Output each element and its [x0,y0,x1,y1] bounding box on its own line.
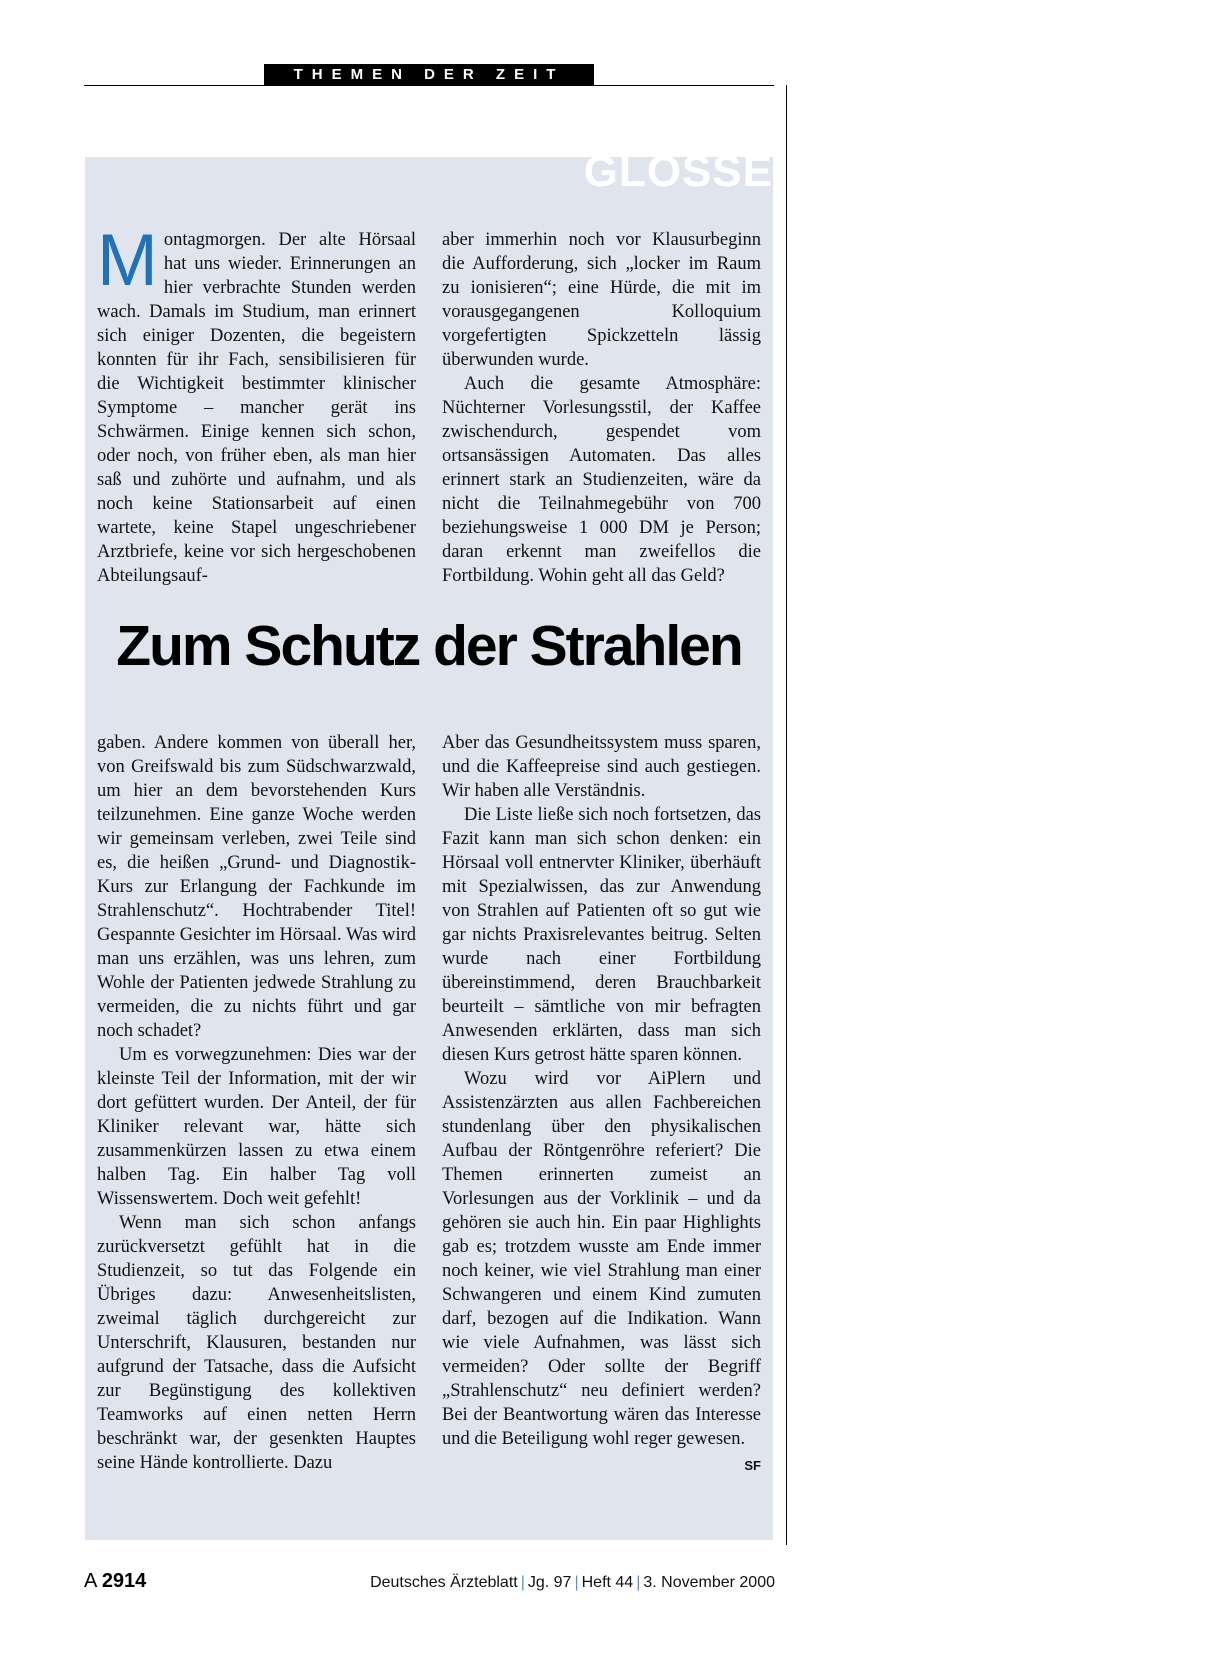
journal-info [370,1574,775,1592]
paragraph: aber immerhin noch vor Klausurbeginn die Aufforderung, sich „locker im Raum zu ionisieren“; eine Hürde, die mit im vorausgegangenen Kolloquium vorgefertigten Spickzetteln lässig überwunden wurde. [442,230,761,370]
article-column-2 [442,228,761,588]
article-column-4 [442,731,761,1478]
drop-cap: M [97,220,158,301]
article-column-1 [97,220,416,588]
journal-issue: Heft 44 [581,1574,634,1591]
paragraph: Wenn man sich schon anfangs zurückversetzt gefühlt hat in die Studienzeit, so tut das Folgende ein Übriges dazu: Anwesenheitslisten, zweimal täglich durchgereicht zur Unterschrift, Klausuren, bestanden nur aufgrund der Tatsache, dass die Aufsicht zur Begünstigung des kollektiven Teamworks auf einen netten Herrn beschränkt war, der gesenkten Hauptes seine Hände kontrollierte. Dazu [97,1213,416,1473]
paragraph: Um es vorwegzunehmen: Dies war der kleinste Teil der Information, mit der wir dort gefüttert wurden. Der Anteil, der für Kliniker relevant war, hätte sich zusammenkürzen lassen zu etwa einem halben Tag. Ein halber Tag voll Wissenswertem. Doch weit gefehlt! [97,1045,416,1209]
article-column-3 [97,731,416,1475]
article-kicker: GLOSSE [583,147,773,196]
page-number-value: 2914 [101,1570,147,1592]
section-header: THEMEN DER ZEIT [264,64,594,86]
separator: | [574,1574,579,1591]
article-headline: Zum Schutz der Strahlen [116,614,742,678]
paragraph: gaben. Andere kommen von überall her, von Greifswald bis zum Südschwarzwald, um hier an dem bevorstehenden Kurs teilzunehmen. Eine ganze Woche werden wir gemeinsam verleben, zwei Teile sind es, die heißen „Grund- und Diagnostik-Kurs zur Erlangung der Fachkunde im Strahlenschutz“. Hochtrabender Titel! Gespannte Gesichter im Hörsaal. Was wird man uns erzählen, was uns lehren, zum Wohle der Patienten jedwede Strahlung zu vermeiden, die zu nichts führt und gar noch schadet? [97,733,416,1041]
separator: | [520,1574,525,1591]
author-initials: SF [744,1458,761,1473]
paragraph: Die Liste ließe sich noch fortsetzen, das Fazit kann man sich schon denken: ein Hörsaal voll entnervter Kliniker, überhäuft mit Spezialwissen, das zur Anwendung von Strahlen auf Patienten oft so gut wie gar nichts Praxisrelevantes beitrug. Selten wurde nach einer Fortbildung übereinstimmend, deren Brauchbarkeit beurteilt – sämtliche von mir befragten Anwesenden erklärten, dass man sich diesen Kurs getrost hätte sparen können. [442,805,761,1065]
journal-volume: Jg. 97 [527,1574,572,1591]
page-number [84,1570,146,1593]
journal-date: 3. November 2000 [643,1574,775,1591]
paragraph-text: Wozu wird vor AiPlern und Assistenzärzten aus allen Fachbereichen stundenlang über den physikalischen Aufbau der Röntgenröhre referiert? Die Themen erinnerten zumeist an Vorlesungen aus der Vorklinik – und da gehören sie auch hin. Ein paar Highlights gab es; trotzdem wusste am Ende immer noch keiner, wie viel Strahlung man einer Schwangeren und einem Kind zumuten darf, bezogen auf die Indikation. Wann wie viele Aufnahmen, was lässt sich vermeiden? Oder sollte der Begriff „Strahlenschutz“ neu definiert werden? Bei der Beantwortung wären das Interesse und die Beteiligung wohl reger gewesen. [442,1069,761,1449]
paragraph: Auch die gesamte Atmosphäre: Nüchterner Vorlesungsstil, der Kaffee zwischendurch, gespendet vom ortsansässigen Automaten. Das alles erinnert stark an Studienzeiten, wäre da nicht die Teilnahmegebühr von 700 beziehungsweise 1 000 DM je Person; daran erkennt man zweifellos die Fortbildung. Wohin geht all das Geld? [442,374,761,586]
separator: | [636,1574,641,1591]
paragraph: Aber das Gesundheitssystem muss sparen, und die Kaffeepreise sind auch gestiegen. Wir haben alle Verständnis. [442,733,761,801]
page-prefix: A [84,1570,97,1592]
paragraph: ontagmorgen. Der alte Hörsaal hat uns wieder. Erinnerungen an hier verbrachte Stunden werden wach. Damals im Studium, man erinnert sich einiger Dozenten, die begeistern konnten für ihr Fach, sensibilisieren für die Wichtigkeit bestimmter klinischer Symptome – mancher gerät ins Schwärmen. Einige kennen sich schon, oder noch, von früher eben, als man hier saß und zuhörte und aufnahm, und als noch keine Stationsarbeit auf einen wartete, keine Stapel ungeschriebener Arztbriefe, keine vor sich hergeschobenen Abteilungsauf- [97,230,416,586]
journal-name: Deutsches Ärzteblatt [370,1574,518,1591]
paragraph [442,1067,761,1473]
column-rule [786,85,787,1545]
